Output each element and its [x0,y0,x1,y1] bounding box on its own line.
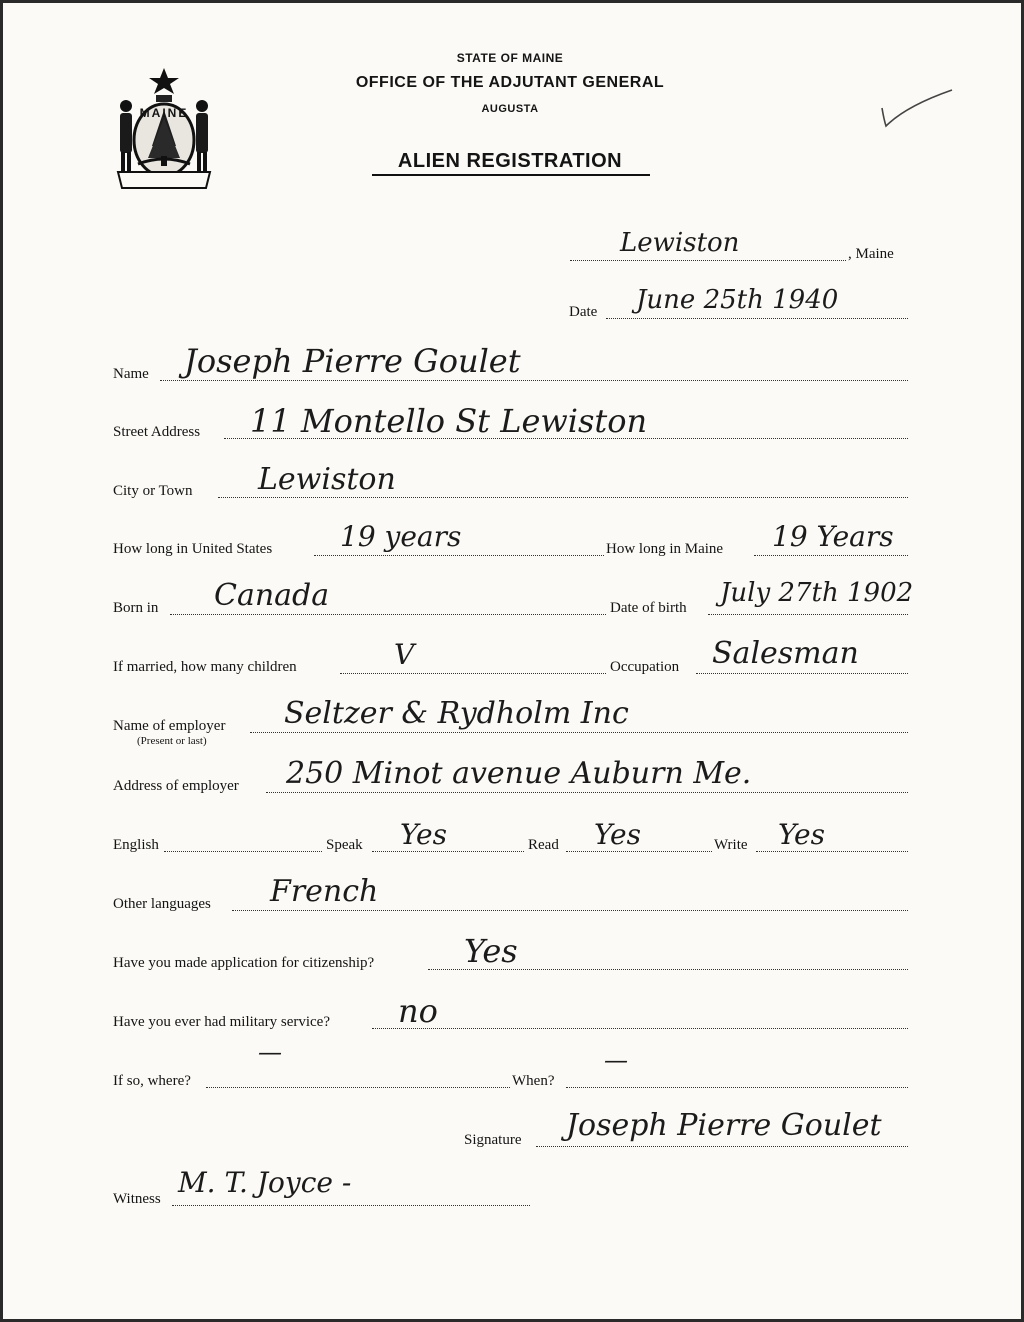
occupation-entry: Salesman [712,636,859,671]
city-label: City or Town [113,483,193,499]
header-state: STATE OF MAINE [456,51,564,65]
occupation-line [696,673,908,674]
speak-line [372,851,524,852]
employer-address-entry: 250 Minot avenue Auburn Me. [286,756,752,791]
employer-sub-label: (Present or last) [137,735,207,747]
born-line [170,614,606,615]
speak-label: Speak [326,837,363,853]
witness-label: Witness [113,1191,161,1207]
citizenship-label: Have you made application for citizenship? [113,955,375,971]
how-long-maine-entry: 19 Years [772,520,894,553]
how-long-us-line [314,555,604,556]
english-line [164,851,322,852]
read-entry: Yes [594,818,641,851]
date-label: Date [569,304,598,320]
dob-entry: July 27th 1902 [720,578,914,608]
employer-address-label: Address of employer [113,778,239,794]
city-line [218,497,908,498]
how-long-us-label: How long in United States [113,541,273,557]
date-line [606,318,908,319]
dob-label: Date of birth [610,600,687,616]
citizenship-entry: Yes [464,932,518,970]
employer-address-line [266,792,908,793]
born-entry: Canada [214,578,330,613]
military-line [372,1028,908,1029]
when-line [566,1087,908,1088]
where-line [206,1087,510,1088]
street-entry: 11 Montello St Lewiston [250,402,648,440]
place-entry: Lewiston [620,228,740,258]
write-entry: Yes [778,818,825,851]
form-title: ALIEN REGISTRATION [397,150,623,172]
witness-line [172,1205,530,1206]
when-label: When? [512,1073,555,1089]
when-entry: — [604,1046,628,1074]
city-entry: Lewiston [258,462,396,497]
read-label: Read [528,837,559,853]
name-label: Name [113,366,149,382]
place-suffix: , Maine [848,246,894,262]
employer-entry: Seltzer & Rydholm Inc [284,696,629,731]
children-entry: V [394,638,415,671]
header-city: AUGUSTA [481,103,539,115]
english-label: English [113,837,159,853]
signature-line [536,1146,908,1147]
other-languages-label: Other languages [113,896,211,912]
dob-line [708,614,908,615]
other-languages-line [232,910,908,911]
employer-label: Name of employer [113,718,226,734]
name-entry: Joseph Pierre Goulet [184,342,521,380]
signature-entry: Joseph Pierre Goulet [566,1108,882,1143]
military-entry: no [398,992,438,1030]
date-entry: June 25th 1940 [636,285,839,315]
how-long-maine-label: How long in Maine [606,541,724,557]
where-entry: — [258,1038,282,1066]
name-line [160,380,908,381]
signature-label: Signature [464,1132,522,1148]
other-languages-entry: French [270,874,379,909]
read-line [566,851,712,852]
witness-entry: M. T. Joyce - [178,1166,352,1199]
seal-banner-text: MAINE [139,106,189,120]
speak-entry: Yes [400,818,447,851]
children-label: If married, how many children [113,659,297,675]
how-long-us-entry: 19 years [340,520,462,553]
children-line [340,673,606,674]
employer-line [250,732,908,733]
place-line [570,260,846,261]
write-line [756,851,908,852]
where-label: If so, where? [113,1073,191,1089]
header-office: OFFICE OF THE ADJUTANT GENERAL [355,74,665,91]
write-label: Write [714,837,748,853]
title-underline [372,174,650,176]
occupation-label: Occupation [610,659,680,675]
how-long-maine-line [754,555,908,556]
born-label: Born in [113,600,159,616]
military-label: Have you ever had military service? [113,1014,330,1030]
street-label: Street Address [113,424,201,440]
